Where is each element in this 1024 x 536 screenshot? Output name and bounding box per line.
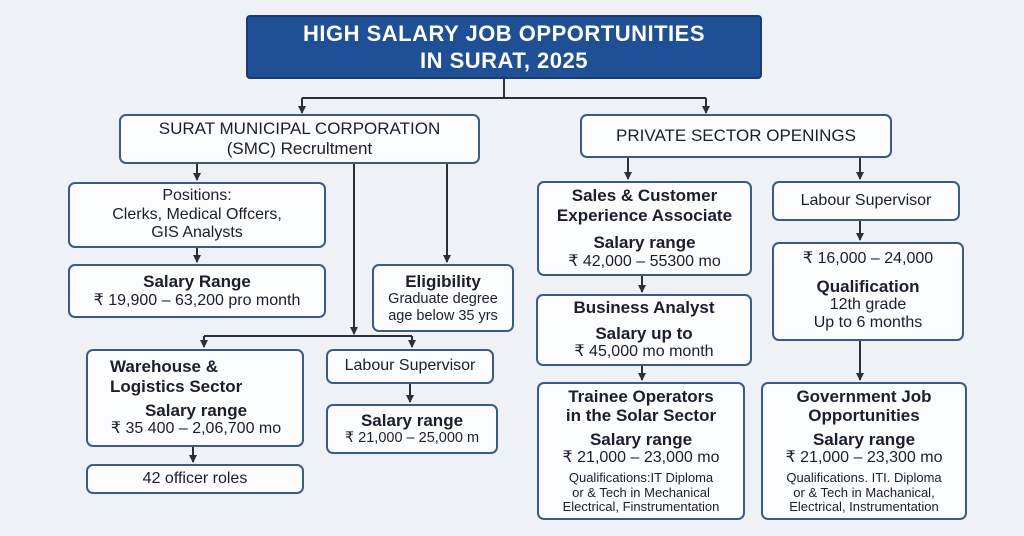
smc-labour-supervisor-box: [326, 349, 494, 384]
page-title: [246, 15, 762, 79]
smc-salary-label: Salary Range: [143, 272, 251, 292]
government-qual-line-1: Qualifications. ITI. Diploma: [786, 469, 942, 485]
government-line-1: Government Job: [796, 386, 932, 406]
warehouse-line-1: Warehouse &: [110, 357, 219, 377]
eligibility-line-1: Graduate degree: [388, 291, 498, 308]
eligibility-label: Eligibility: [405, 271, 481, 291]
analyst-label: Business Analyst: [573, 298, 715, 318]
sales-salary-label: Salary range: [593, 233, 696, 253]
analyst-box: [536, 294, 752, 366]
trainee-salary-value: ₹ 21,000 – 23,000 mo: [562, 449, 720, 467]
officer-roles-text: 42 officer roles: [142, 469, 248, 487]
smc-labour-salary-value: ₹ 21,000 – 25,000 m: [344, 430, 480, 447]
trainee-salary-label: Salary range: [589, 429, 693, 449]
smc-labour-salary-label: Salary range: [360, 410, 464, 430]
private-labour-supervisor-box: [772, 181, 960, 221]
trainee-line-1: Trainee Operators: [568, 386, 714, 406]
private-header-box: [580, 114, 892, 158]
positions-line-2: GIS Analysts: [151, 224, 243, 242]
smc-salary-value: ₹ 19,900 – 63,200 pro month: [93, 291, 301, 309]
smc-header-box: [119, 114, 480, 164]
smc-labour-salary-box: [326, 404, 498, 454]
positions-line-1: Clerks, Medical Offcers,: [112, 205, 282, 223]
private-labour-qual-line-1: 12th grade: [829, 296, 907, 314]
title-line-2: IN SURAT, 2025: [420, 48, 588, 73]
private-labour-qual-line-2: Up to 6 months: [813, 314, 923, 332]
smc-header-line-1: SURAT MUNICIPAL CORPORATION: [158, 119, 441, 139]
warehouse-salary-label: Salary range: [144, 400, 248, 420]
analyst-salary-value: ₹ 45,000 mo month: [574, 343, 714, 361]
trainee-qual-line-1: Qualifications:IT Diploma: [568, 469, 714, 485]
government-box: [761, 382, 967, 520]
warehouse-line-2: Logistics Sector: [110, 377, 243, 397]
title-line-1: HIGH SALARY JOB OPPORTUNITIES: [303, 20, 705, 46]
smc-salary-box: [68, 264, 326, 318]
government-line-2: Opportunities: [808, 406, 920, 426]
analyst-salary-label: Salary up to: [595, 323, 693, 343]
sales-line-1: Sales & Customer: [571, 185, 718, 205]
warehouse-box: [86, 349, 304, 447]
sales-line-2: Experience Associate: [556, 205, 733, 225]
connector-title-split: [302, 78, 706, 98]
government-qual-line-2: or & Tech in Machanical,: [793, 484, 935, 500]
positions-label: Positions:: [162, 187, 232, 205]
private-labour-qual-label: Qualification: [816, 276, 920, 296]
private-labour-details-box: [772, 242, 964, 341]
smc-eligibility-box: [372, 264, 514, 332]
eligibility-line-2: age below 35 yrs: [388, 307, 498, 324]
government-salary-label: Salary range: [812, 429, 916, 449]
warehouse-salary-value: ₹ 35 400 – 2,06,700 mo: [110, 420, 282, 438]
government-qual-line-3: Electrical, Instrumentation: [789, 499, 939, 515]
smc-labour-label: Labour Supervisor: [344, 357, 476, 375]
trainee-box: [537, 382, 745, 520]
private-header-text: PRIVATE SECTOR OPENINGS: [616, 126, 856, 146]
private-labour-label: Labour Supervisor: [800, 191, 932, 209]
smc-header-line-2: (SMC) Recrultment: [226, 139, 373, 158]
sales-box: [537, 181, 752, 276]
sales-salary-value: ₹ 42,000 – 55300 mo: [568, 252, 721, 270]
trainee-line-2: in the Solar Sector: [565, 406, 717, 426]
smc-positions-box: [68, 182, 326, 248]
government-salary-value: ₹ 21,000 – 23,300 mo: [785, 449, 943, 467]
trainee-qual-line-2: or & Tech in Mechanical: [572, 484, 710, 500]
officer-roles-box: [86, 464, 304, 494]
trainee-qual-line-3: Electrical, Finstrumentation: [562, 499, 720, 515]
private-labour-salary-value: ₹ 16,000 – 24,000: [802, 250, 934, 268]
